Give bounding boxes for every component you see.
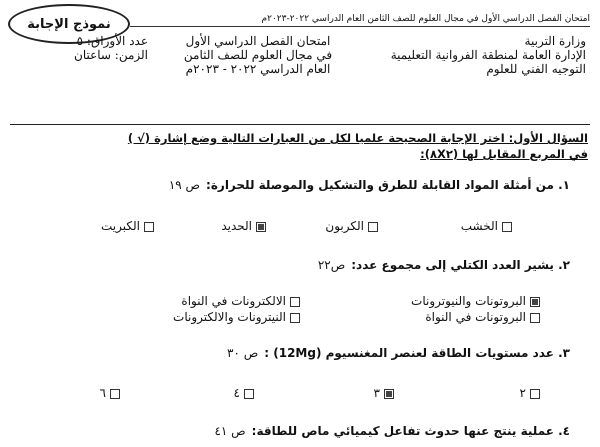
question-4-page-ref: ص ٤١	[214, 424, 246, 438]
checkbox[interactable]	[502, 222, 512, 232]
section-instruction: السؤال الأول: اختر الإجابة الصحيحة علميا لكل من العبارات التالية وضع إشارة (√ )	[127, 131, 588, 145]
checkbox[interactable]	[110, 389, 120, 399]
q2-option-1[interactable]: البروتونات والنيوترونات	[411, 294, 540, 308]
header-right	[391, 34, 586, 76]
exam-duration: الزمن: ساعتان	[74, 48, 148, 62]
question-2-page-ref: ص٢٢	[317, 258, 346, 272]
ministry-name: وزارة التربية	[524, 34, 586, 48]
checkbox-checked[interactable]	[530, 297, 540, 307]
q3-option-2[interactable]: ٣	[374, 386, 394, 400]
question-2	[318, 258, 570, 272]
checkbox[interactable]	[290, 297, 300, 307]
q1-option-4[interactable]: الكبريت	[101, 219, 154, 233]
exam-banner: امتحان الفصل الدراسي الأول في مجال العلوم للصف الثامن العام الدراسي ٢٠٢٢-٢٠٢٣م	[130, 12, 590, 27]
school-year: العام الدراسي ٢٠٢٢ - ٢٠٢٣م	[185, 62, 331, 76]
header-center	[168, 34, 348, 76]
pages-count: عدد الأوراق: ٥	[76, 34, 148, 48]
section-heading	[8, 130, 588, 162]
question-3-text: ٣. عدد مستويات الطاقة لعنصر المغنسيوم (12Mg) :	[264, 346, 570, 360]
question-2-text: ٢. يشير العدد الكتلي إلى مجموع عدد:	[351, 258, 570, 272]
answer-key-stamp: نموذج الإجابة	[8, 4, 130, 44]
q3-option-1[interactable]: ٢	[520, 386, 540, 400]
question-1-text: ١. من أمثلة المواد القابلة للطرق والتشكيل والموصلة للحرارة:	[206, 178, 570, 192]
department-name: التوجيه الفني للعلوم	[486, 62, 586, 76]
q1-option-2[interactable]: الكربون	[325, 219, 378, 233]
question-1-page-ref: ص ١٩	[168, 178, 201, 192]
q1-option-3[interactable]: الحديد	[221, 219, 266, 233]
header-left	[40, 34, 148, 62]
checkbox-checked[interactable]	[384, 389, 394, 399]
question-3-page-ref: ص ٣٠	[227, 346, 259, 360]
q3-option-4[interactable]: ٦	[100, 386, 120, 400]
q2-option-3[interactable]: البروتونات في النواة	[425, 310, 540, 324]
checkbox[interactable]	[144, 222, 154, 232]
q3-option-3[interactable]: ٤	[234, 386, 254, 400]
q1-option-1[interactable]: الخشب	[461, 219, 512, 233]
q2-option-2[interactable]: الالكترونات في النواة	[181, 294, 300, 308]
checkbox[interactable]	[530, 389, 540, 399]
checkbox[interactable]	[244, 389, 254, 399]
district-name: الإدارة العامة لمنطقة الفروانية التعليمية	[390, 48, 586, 62]
checkbox[interactable]	[530, 313, 540, 323]
checkbox[interactable]	[290, 313, 300, 323]
question-4-text: ٤. عملية ينتج عنها حدوث تفاعل كيميائي ماص للطاقة:	[251, 424, 570, 438]
question-3	[227, 346, 570, 360]
section-instruction-2: في المربع المقابل لها (٨X٢):	[420, 147, 588, 161]
q2-option-4[interactable]: النيترونات والالكترونات	[173, 310, 300, 324]
question-1	[169, 178, 570, 192]
question-4	[214, 424, 570, 438]
exam-subject: في مجال العلوم للصف الثامن	[183, 48, 333, 62]
checkbox-checked[interactable]	[256, 222, 266, 232]
exam-title: امتحان الفصل الدراسي الأول	[185, 34, 331, 48]
checkbox[interactable]	[368, 222, 378, 232]
header-divider	[10, 124, 590, 125]
